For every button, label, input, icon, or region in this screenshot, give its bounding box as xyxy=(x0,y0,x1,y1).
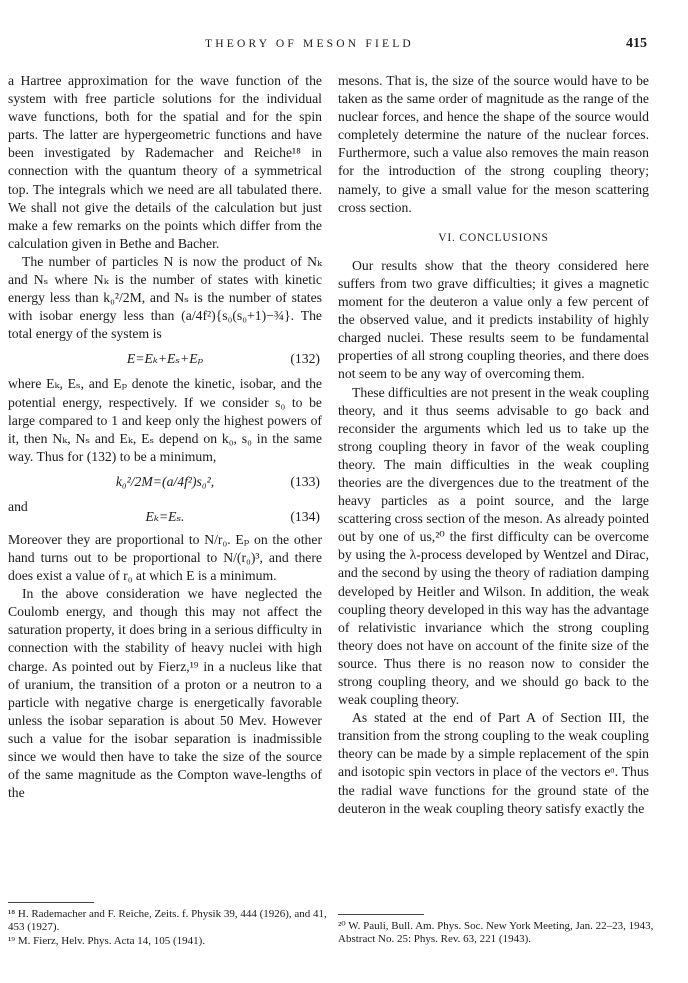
footnotes-left xyxy=(8,908,328,950)
footnote: ¹⁹ M. Fierz, Helv. Phys. Acta 14, 105 (1941). xyxy=(8,935,206,947)
paragraph: Moreover they are proportional to N/r₀. Eₚ on the other hand turns out to be proportional to N/(r₀)³, and there does exist a value of r₀ at which E is a minimum. xyxy=(8,531,322,584)
paragraph: where Eₖ, Eₛ, and Eₚ denote the kinetic, isobar, and the potential energy, respectively. If we consider s₀ to be large compared to 1 and keep only the highest powers of it, then Nₖ, Nₛ and Eₖ, Eₛ depend on k₀, s₀ in the same way. Thus for (132) to be a minimum, xyxy=(8,376,322,464)
equation-134 xyxy=(8,498,322,528)
equation-133 xyxy=(8,469,322,495)
equation-number: (133) xyxy=(290,473,320,489)
paragraph: The number of particles N is now the product of Nₖ and Nₛ where Nₖ is the number of states with kinetic energy less than k₀²/2M, and Nₛ is the number of states with isobar energy less than (a/4f²){s₀(s₀+1)−¾}. The total energy of the system is xyxy=(8,253,322,342)
equation-number: (132) xyxy=(290,351,320,367)
paragraph: As stated at the end of Part A of Section III, the transition from the strong coupling to the weak coupling theory can be made by a simple replacement of the spin and isotopic spin vectors in place of the vectors eᵅ. Thus the radial wave functions for the ground state of the deuteron in the weak coupling theory satisfy exactly the xyxy=(338,710,649,816)
equation-number: (134) xyxy=(290,508,320,524)
left-column xyxy=(8,72,322,802)
connective-word: and xyxy=(8,498,28,514)
section-heading: VI. CONCLUSIONS xyxy=(438,231,549,244)
equation-formula: k₀²/2M=(a/4f²)s₀², xyxy=(115,473,215,489)
equation-132 xyxy=(8,346,322,372)
paragraph: In the above consideration we have neglected the Coulomb energy, and though this may not affect the saturation property, it does bring in a serious difficulty in connection with the stability of heavy nuclei with high charge. As pointed out by Fierz,¹⁹ in a nucleus like that of uranium, the transition of a proton or a neutron to a particle with negative charge is energetically favorable unless the isobar separation is about 50 Mev. However such a value for the isobar separation is inadmissible since we would then have to take the size of the source of the same magnitude as the Compton wave-lengths of the xyxy=(8,586,322,801)
equation-formula: E=Eₖ+Eₛ+Eₚ xyxy=(126,351,204,367)
paragraph: Our results show that the theory considered here suffers from two grave difficulties; it gives a magnetic moment for the deuteron a value only a few percent of the observed value, and it predicts instability of highly charged nuclei. These results seem to be fundamental properties of all strong coupling theories, and there does not seem to be any way of overcoming them. xyxy=(338,257,649,382)
footnotes-right xyxy=(338,920,654,947)
page-number: 415 xyxy=(626,36,647,51)
equation-formula: Eₖ=Eₛ. xyxy=(145,508,185,524)
paragraph: mesons. That is, the size of the source would have to be taken as the same order of magnitude as the range of the nuclear forces, and hence the shape of the source would completely determine the nature of the nuclear forces. Furthermore, such a value also removes the main reason for the introduction of the strong coupling theory; namely, to give a small value for the meson scattering cross section. xyxy=(338,73,649,215)
page-header xyxy=(0,36,688,56)
footnote-rule xyxy=(8,902,94,903)
footnote-rule xyxy=(338,914,424,915)
footnote: ²⁰ W. Pauli, Bull. Am. Phys. Soc. New York Meeting, Jan. 22–23, 1943, Abstract No. 25: Phys. Rev. 63, 221 (1943). xyxy=(338,920,654,945)
running-title: THEORY OF MESON FIELD xyxy=(205,38,414,50)
footnote: ¹⁸ H. Rademacher and F. Reiche, Zeits. f. Physik 39, 444 (1926), and 41, 453 (1927). xyxy=(8,908,327,933)
paragraph: These difficulties are not present in the weak coupling theory, and it thus seems advisable to go back and reconsider the arguments which led us to take up the strong coupling theory in favor of the weak coupling theory. The main difficulties in the weak coupling theories are the divergences due to the treatment of the heavy particles as a point source, and the large scattering cross section of the meson. As already pointed out by one of us,²⁰ the first difficulty can be overcome by using the λ-process developed by Wentzel and Dirac, and the second by using the theory of radiation damping developed by Heitler and Wilson. In addition, the weak coupling theory developed in this way has the advantage of relativistic invariance which the strong coupling theory does not have on account of the finite size of the source. Thus there is no reason now to consider the strong coupling theory, and we should go back to the weak coupling theory. xyxy=(338,384,649,708)
paragraph: a Hartree approximation for the wave function of the system with free particle solutions for the individual wave functions, both for the spatial and for the spin parts. The latter are hypergeometric functions and have been investigated by Rademacher and Reiche¹⁸ in connection with the quantum theory of a symmetrical top. The integrals which we need are all tabulated there. We shall not give the details of the calculation but just make a few remarks on the points which differ from the calculation given in Bethe and Bacher. xyxy=(8,73,322,251)
right-column xyxy=(338,72,649,818)
